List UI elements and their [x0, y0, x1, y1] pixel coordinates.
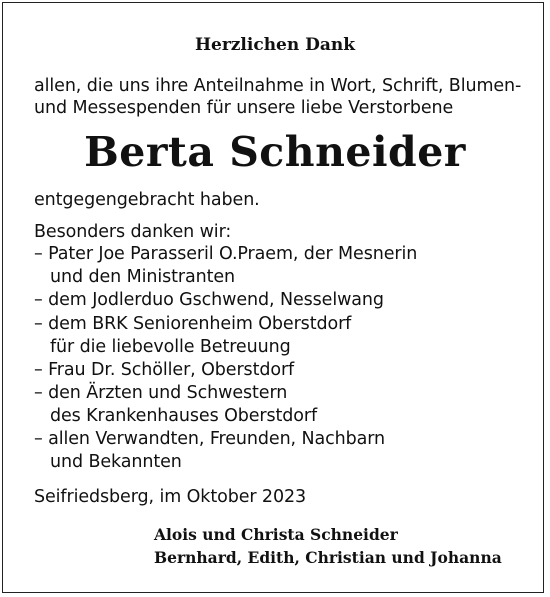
- notice-heading: Herzlichen Dank: [194, 35, 356, 55]
- thanks-item-1-cont: und den Ministranten: [50, 267, 236, 287]
- thanks-item-6: – allen Verwandten, Freunden, Nachbarn: [34, 429, 386, 449]
- intro-line-2: und Messespenden für unsere liebe Verstorbene: [34, 98, 454, 118]
- thanks-item-1: – Pater Joe Parasseril O.Praem, der Mesnerin: [34, 244, 418, 264]
- thanks-item-5: – den Ärzten und Schwestern: [34, 383, 288, 403]
- thanks-item-2: – dem Jodlerduo Gschwend, Nesselwang: [34, 290, 384, 310]
- thanks-item-5-cont: des Krankenhauses Oberstdorf: [50, 406, 318, 426]
- after-name-text: entgegengebracht haben.: [34, 190, 260, 210]
- deceased-name: Berta Schneider: [84, 128, 466, 176]
- signature-line-1: Alois und Christa Schneider: [154, 525, 398, 544]
- thanks-item-3-cont: für die liebevolle Betreuung: [50, 337, 291, 357]
- thanks-item-6-cont: und Bekannten: [50, 452, 182, 472]
- intro-line-1: allen, die uns ihre Anteilnahme in Wort, Schrift, Blumen-: [34, 76, 522, 96]
- thanks-heading: Besonders danken wir:: [34, 222, 232, 242]
- thanks-item-3: – dem BRK Seniorenheim Oberstdorf: [34, 314, 352, 334]
- place-date: Seifriedsberg, im Oktober 2023: [34, 487, 307, 507]
- thanks-item-4: – Frau Dr. Schöller, Oberstdorf: [34, 360, 295, 380]
- signature-line-2: Bernhard, Edith, Christian und Johanna: [154, 548, 502, 567]
